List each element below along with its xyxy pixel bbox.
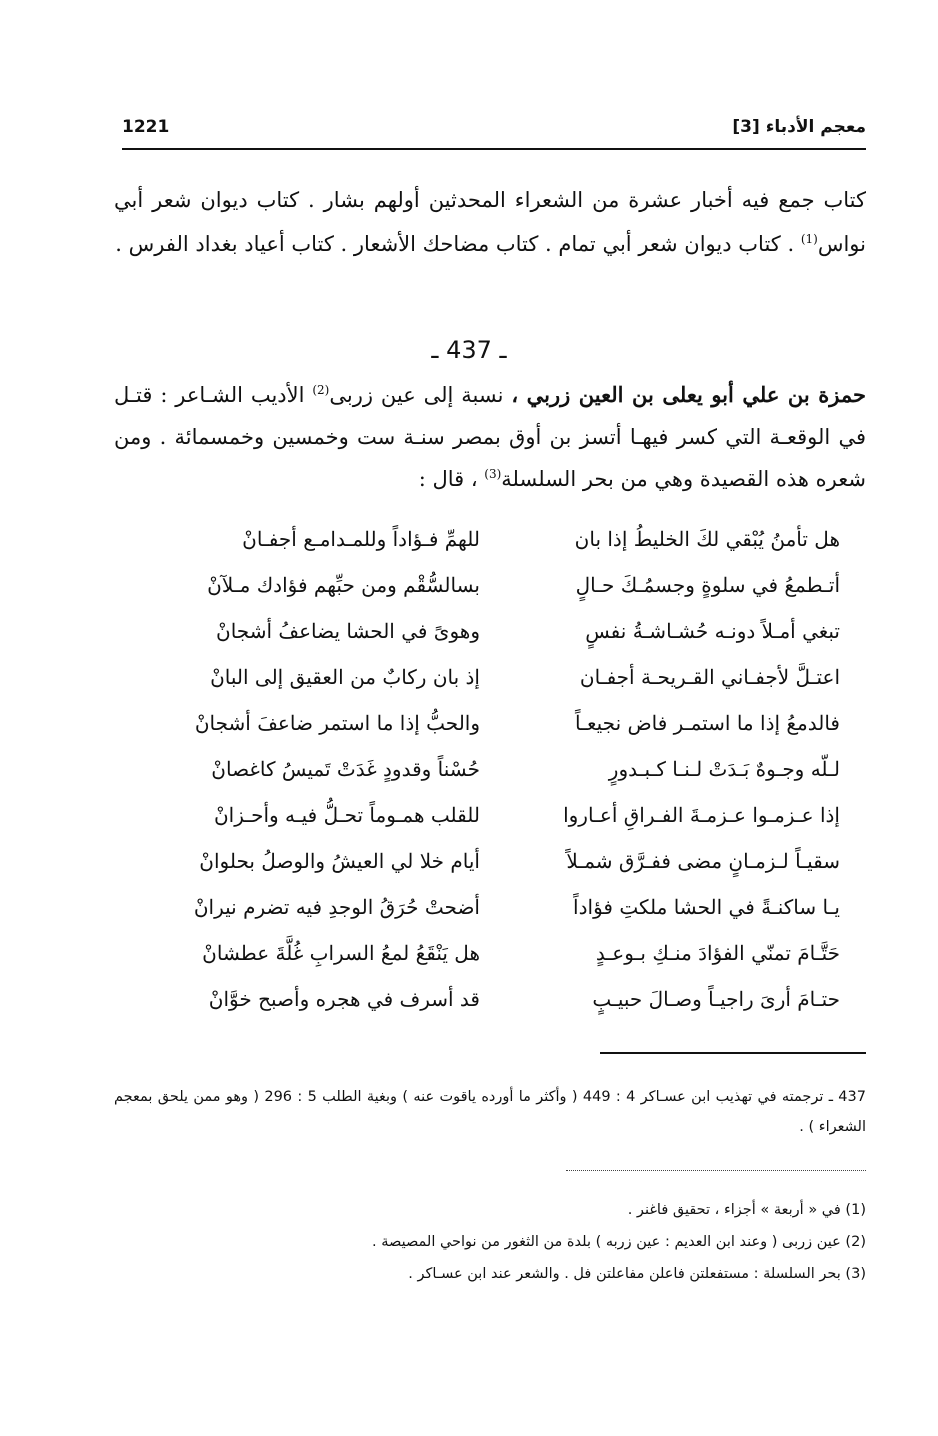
verse-first-hemistich: سقيـاً لـزمـانٍ مضى ففـرَّق شمـلاً [566,849,840,873]
header-rule [122,148,866,150]
verse [140,930,840,976]
running-header [122,112,866,142]
verse [140,884,840,930]
verse-second-hemistich: بسالسُّقْم ومن حبِّهم فؤادك مـلآنْ [207,573,480,597]
footnotes [114,1194,866,1290]
footnote-marker-3: (3) [484,467,502,481]
verse-first-hemistich: إذا عـزمـوا عـزمـةَ الفـراقِ أعـاروا [563,803,840,827]
dotted-separator [566,1170,866,1171]
verse-second-hemistich: للقلب همـوماً تحـلُّ فيـه وأحـزانْ [213,803,480,827]
entry-text-3: ، قال : [418,467,485,491]
verse-second-hemistich: حُسْناً وقدودٍ غَدَتْ تَميسُ كاغصانْ [211,757,480,781]
entry-number: ـ 437 ـ [431,336,507,364]
footnote-3: (3) بحر السلسلة : مستفعلتن فاعلن مفاعلتن فل . والشعر عند ابن عسـاكر . [408,1266,866,1282]
intro-paragraph [114,178,866,266]
verse [140,700,840,746]
verse-first-hemistich: اعتـلَّ لأجفـاني القـريحـة أجفـان [579,665,840,689]
verse-second-hemistich: للهمِّ فـؤاداً وللمـدامـع أجفـانْ [242,527,480,551]
verse-first-hemistich: تبغي أمـلاً دونـه حُشـاشـةُ نفسٍ [585,619,840,643]
entry-name: حمزة بن علي أبو يعلى بن العين زربي ، [511,382,866,407]
verse-first-hemistich: هل تأمنُ يُبْقي لكَ الخليطُ إذا بان [574,527,840,551]
verse [140,838,840,884]
verse [140,976,840,1022]
verse [140,562,840,608]
verse-first-hemistich: فالدمعُ إذا ما استمـر فاض نجيعـاً [575,711,840,735]
verse [140,516,840,562]
verse [140,746,840,792]
entry-biography [114,374,866,500]
footnote-marker-2: (2) [312,383,330,397]
entry-text-2: الأديب الشـاعر : قتـل في الوقعـة التي كسر فيهـا أتسز بن أوق بمصر سنـة ست وخمسين وخمسمائة . ومن شعره هذه القصيدة وهي من بحر السلسلة [114,383,866,491]
intro-text: كتاب جمع فيه أخبار عشرة من الشعراء المحدثين أولهم بشار . كتاب ديوان شعر أبي نواس [114,188,866,256]
running-title: معجم الأدباء [3] [732,117,866,137]
footnote-separator [600,1052,866,1054]
verse-first-hemistich: أتـطمعُ في سلوةٍ وجسمُـكَ حـالٍ [575,573,840,597]
poem [140,516,840,1022]
footnote-marker-1: (1) [800,232,818,246]
verse-second-hemistich: هل يَنْقَعُ لمعُ السرابِ غُلَّةَ عطشانْ [202,941,480,965]
reference-note: 437 ـ ترجمته في تهذيب ابن عسـاكر 4 : 449 ( وأكثر ما أورده ياقوت عنه ) وبغية الطلب 5 : 296 ( وهو ممن يلحق بمعجم الشعراء ) . [114,1089,866,1135]
verse [140,608,840,654]
page-number: 1221 [122,117,170,137]
verse-second-hemistich: أضحتْ حُرَقُ الوجدِ فيه تضرم نيرانْ [193,895,480,919]
verse-second-hemistich: وهوىً في الحشا يضاعفُ أشجانْ [216,619,480,643]
verse-second-hemistich: والحبُّ إذا ما استمر ضاعفَ أشجانْ [194,711,480,735]
footnote-2: (2) عين زربى ( وعند ابن العديم : عين زربه ) بلدة من الثغور من نواحي المصيصة . [372,1234,866,1250]
verse-second-hemistich: أيام خلا لي العيشُ والوصلُ بحلوانْ [199,849,480,873]
verse-second-hemistich: قد أسرف في هجره وأصبح خوَّانْ [208,987,480,1011]
entry-text-1: نسبة إلى عين زربى [329,383,512,407]
verse-first-hemistich: لـلّه وجـوهٌ بَـدَتْ لـنـا كـبـدورٍ [608,757,840,781]
verse [140,654,840,700]
verse-first-hemistich: يـا ساكنـةً في الحشا ملكتِ فؤاداً [573,895,840,919]
verse-second-hemistich: إذ بان ركابٌ من العقيق إلى البانْ [210,665,480,689]
footnote-1: (1) في « أربعة » أجزاء ، تحقيق فاغنر . [627,1202,866,1218]
verse [140,792,840,838]
intro-text-continued: . كتاب ديوان شعر أبي تمام . كتاب مضاحك الأشعار . كتاب أعياد بغداد الفرس . [115,232,801,256]
verse-first-hemistich: حَتَّـامَ تمنّي الفؤادَ منـكِ بـوعـدٍ [595,941,840,965]
verse-first-hemistich: حتـامَ أرىَ راجيـاً وصـالَ حبيـبٍ [592,987,840,1011]
